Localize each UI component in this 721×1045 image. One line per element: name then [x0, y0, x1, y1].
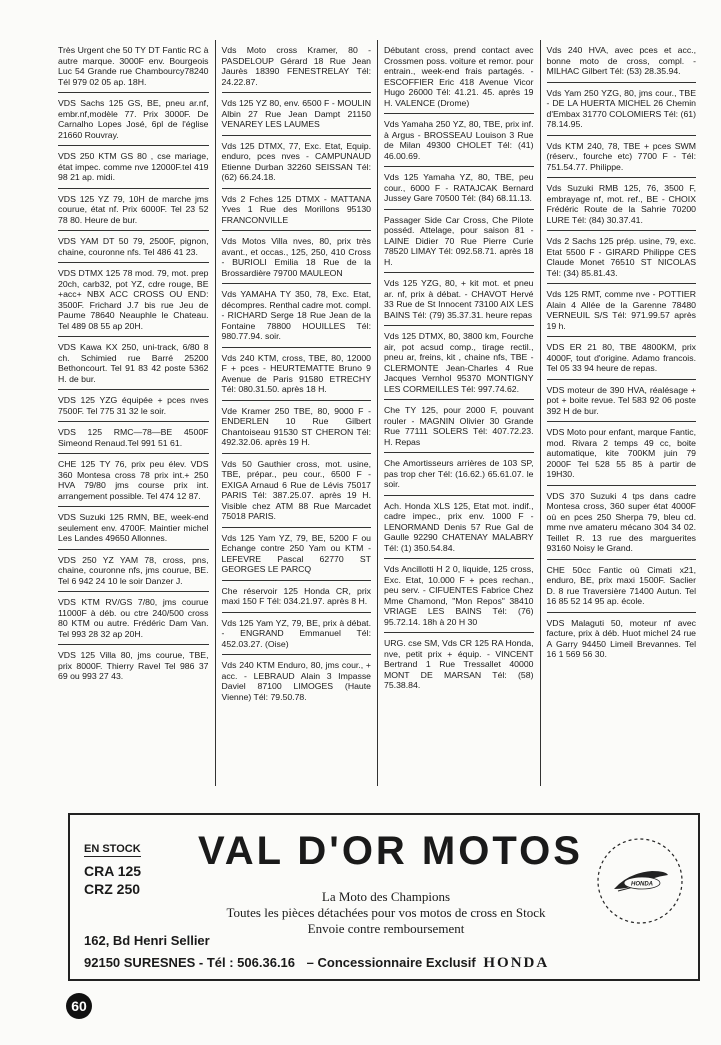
classified-ad: Vds 125 DTMX, 77, Exc. Etat, Equip. enduro, pces nves - CAMPUNAUD Etienne Durban 32260 SEISSAN Tél: (62) 66.24.18. — [222, 136, 372, 189]
classified-ad: Vds 125 RMT, comme nve - POTTIER Alain 4 Allée de la Garenne 78480 VERNEUIL S/S Tél: 971.99.57 après 19 h. — [547, 284, 697, 337]
classified-ad: VDS Kawa KX 250, uni-track, 6/80 8 ch. Schimied rue Barré 25200 Bethoncourt. Tel 91 83 42 poste 5362 H. de bur. — [58, 337, 209, 390]
classified-ad: Vds 125 Yam YZ, 79, BE, 5200 F ou Echange contre 250 Yam ou KTM - LEFEVRE Pascal 62770 ST GEORGES LE PARCQ — [222, 528, 372, 581]
tagline-delivery: Envoie contre remboursement — [307, 921, 465, 936]
honda-wordmark: HONDA — [483, 955, 550, 971]
classified-ad: VDS 125 Villa 80, jms courue, TBE, prix 8000F. Thierry Ravel Tel 986 37 69 ou 993 27 43. — [58, 650, 209, 681]
classified-ad: VDS ER 21 80, TBE 4800KM, prix 4000F, tout d'origine. Adamo francois. Tel 05 33 94 heure de repas. — [547, 337, 697, 380]
page-number: 60 — [66, 993, 92, 1019]
classified-ad: Ach. Honda XLS 125, Etat mot. indif., cadre impec., prix env. 1000 F - LENORMAND Denis 57 Rue Gal de Gaulle 92290 CHATENAY MALABRY Tél: (1) 350.54.84. — [384, 496, 534, 560]
classified-ad: Vds 50 Gauthier cross, mot. usine, TBE, prépar., peu cour., 6500 F - EXIGA Arnaud 6 Rue de Lévis 75017 PARIS Tél: 387.25.07. après 19 H. Visible chez ATM 88 Rue Marcadet 75018 PARIS. — [222, 454, 372, 528]
dealer-text: – Concessionnaire Exclusif — [306, 955, 476, 970]
classified-ad: Vds 240 KTM Enduro, 80, jms cour., + acc. - LEBRAUD Alain 3 Impasse Daviel 87100 LIMOGES (Haute Vienne) Tél: 79.50.78. — [221, 660, 371, 702]
classified-ad: Vds 125 YZG, 80, + kit mot. et pneu ar. nf, prix à débat. - CHAVOT Hervé 33 Rue de St Innocent 73100 AIX LES BAINS Tél: (79) 35.37.31. heure repas — [384, 273, 534, 326]
classified-ad: VDS YAM DT 50 79, 2500F, pignon, chaine, couronne nfs. Tel 486 41 23. — [58, 231, 209, 263]
classified-ad: Vds 2 Sachs 125 prép. usine, 79, exc. Etat 5500 F - GIRARD Philippe CES Claude Monet 76510 ST NICOLAS Tél: (34) 85.81.43. — [547, 231, 697, 284]
classified-ad: Vds 240 KTM, cross, TBE, 80, 12000 F + pces - HEURTEMATTE Bruno 9 Avenue de Paris 91580 ETRECHY Tél: 080.31.50. après 18 H. — [222, 348, 372, 401]
column-3 — [377, 40, 540, 786]
classified-ad: VDS moteur de 390 HVA, réalésage + pot + boite revue. Tel 583 92 06 poste 392 H de bur. — [547, 380, 697, 423]
classified-ad: Vds 125 YZ 80, env. 6500 F - MOULIN Albin 27 Rue Jean Dampt 21150 VENAREY LES LAUMES — [222, 93, 372, 136]
classified-ad: Vds KTM 240, 78, TBE + pces SWM (réserv., fourche etc) 7700 F - Tél: 751.54.77. Philippe. — [547, 136, 697, 179]
stock-label: EN STOCK — [84, 843, 141, 855]
classified-ad: VDS 125 RMC—78—BE 4500F Simeond Renaud.Tel 991 51 61. — [58, 422, 209, 454]
phone-number: - Tél : 506.36.16 — [198, 955, 296, 970]
classified-ad: Che réservoir 125 Honda CR, prix maxi 150 F Tél: 034.21.97. après 8 H. — [222, 581, 372, 613]
classified-ad: Vds YAMAHA TY 350, 78, Exc. Etat, décompres. Renthal cadre mot. compl. - RICHARD Serge 18 Rue Jean de la Fontaine 78800 HOUILLES Tél: 980.77.94. soir. — [222, 284, 372, 348]
classified-ad: Vds 125 Yamaha YZ, 80, TBE, peu cour., 6000 F - RATAJCAK Bernard Jussey Gare 70500 Tél: (84) 68.11.13. — [384, 167, 534, 210]
classified-ad: Vds Moto cross Kramer, 80 - PASDELOUP Gérard 18 Rue Jean Jaurès 18390 FENESTRELAY Tél: 24.22.87. — [222, 40, 372, 93]
classified-ad: Passager Side Car Cross, Che Pilote posséd. Attelage, pour saison 81 - LAINE Didier 70 Rue Pierre Curie 78520 LIMAY Tél: 092.58.71. après 18 H. — [384, 210, 534, 274]
column-4 — [540, 40, 703, 786]
classified-ad: Vds 240 HVA, avec pces et acc., bonne moto de cross, compl. - MILHAC Gilbert Tél: (53) 28.35.94. — [547, 40, 697, 83]
val-dor-motos-advertisement — [68, 813, 700, 981]
classified-ad: Vde Kramer 250 TBE, 80, 9000 F - ENDERLEN 10 Rue Gilbert Chantoiseau 91530 ST CHERON Tél: 492.32.06. après 19 H. — [222, 401, 372, 454]
classified-ad: VDS 125 YZ 79, 10H de marche jms courue, état nf. Prix 6000F. Tel 23 52 78 80. Heure de bur. — [58, 189, 209, 232]
classified-ad: Vds 125 DTMX, 80, 3800 km, Fourche air, pot acsud comp., tirage rectil., pneu ar, freins, kit , chaine nfs, TBE - CLERMONTE Jean-Charles 4 Rue Jacques Vernhol 95370 MONTIGNY LES CORMEILLES Tél: 997.74.62. — [384, 326, 534, 400]
classified-ad: VDS KTM RV/GS 7/80, jms courue 11000F à déb. ou ctre 240/500 cross 80 KTM ou autre. Frédéric Dam Van. Tel 993 28 32 ap 20H. — [58, 592, 209, 645]
classified-ad: Débutant cross, prend contact avec Crossmen poss. voiture et remor. pour entrain., week-end frais partagés. - ESCOFFIER Eric 418 Avenue Vicor Hugo 26000 Tél: 41.21. 45. après 19 H. VALENCE (Drome) — [384, 40, 534, 114]
classified-ad: Vds Ancillotti H 2 0, liquide, 125 cross, Exc. Etat, 10.000 F + pces rechan., peu serv. - CIFUENTES Fabrice Chez Mme Chamond, "Mon Repos" 38410 VRIAGE LES BAINS Tél: (76) 95.72.14. 18h à 20 H 30 — [384, 559, 534, 633]
classified-ad: URG. cse SM, Vds CR 125 RA Honda, nve, petit prix + équip. - VINCENT Bertrand 1 Rue Tressallet 40000 MONT DE MARSAN Tél: (58) 75.38.84. — [384, 638, 534, 690]
classified-ad: Vds Suzuki RMB 125, 76, 3500 F, embrayage nf, mot. ref., BE - CHOIX Frédéric Route de la Sahrie 70200 LURE Tél: (84) 30.37.41. — [547, 178, 697, 231]
address-street: 162, Bd Henri Sellier — [84, 933, 210, 948]
classified-ad: Vds Yam 250 YZG, 80, jms cour., TBE - DE LA HUERTA MICHEL 26 Chemin d'Embax 31770 COLOMIERS Tél: (61) 78.14.95. — [547, 83, 697, 136]
classified-ad: Vds 125 Yam YZ, 79, BE, prix à débat. - ENGRAND Emmanuel Tél: 452.03.27. (Oise) — [222, 613, 372, 656]
logo-text: HONDA — [631, 881, 653, 888]
contact-line — [84, 955, 684, 972]
classified-columns — [52, 40, 702, 786]
stock-item-cra: CRA 125 — [84, 863, 142, 879]
classified-ad: VDS Moto pour enfant, marque Fantic, mod. Rivara 2 temps 49 cc, boite automatique, kite 700KM juin 79 2000F Tel 528 55 85 à partir de 19H30. — [547, 422, 697, 486]
classified-ad: VDS Sachs 125 GS, BE, pneu ar.nf, embr.nf,modèle 77. Prix 3000F. De Carnalho Lopes José, 6pl de l'église 21660 Rouvray. — [58, 93, 209, 146]
classified-ad: Che Amortisseurs arrières de 103 SP, pas trop cher Tél: (16.62.) 65.61.07. le soir. — [384, 453, 534, 496]
classified-ad: Très Urgent che 50 TY DT Fantic RC à autre marque. 3000F env. Bourgeois Luc 54 Grande rue Chambourcy78240 Tél 979 02 05 ap. 18H. — [58, 40, 209, 93]
stock-item-crz: CRZ 250 — [84, 881, 141, 897]
classified-ad: VDS 125 YZG équipée + pces nves 7500F. Tel 775 31 32 le soir. — [58, 390, 209, 422]
classified-ad: VDS Suzuki 125 RMN, BE, week-end seulement env. 4700F. Maintier michel Les Landes 49650 Allonnes. — [58, 507, 209, 550]
classified-ad: Vds Motos Villa nves, 80, prix très avant., et occas., 125, 250, 410 Cross - BURIOLI Emilia 18 Rue de la Brossardière 79700 MAULEON — [222, 231, 372, 284]
column-2 — [215, 40, 378, 786]
classified-ad: VDS 250 YZ YAM 78, cross, pns, chaine, couronne nfs, jms courue, BE. Tel 6 942 24 10 le soir Danzer J. — [58, 550, 209, 593]
tagline-champions: La Moto des Champions — [321, 889, 451, 904]
classified-ad: VDS 250 KTM GS 80 , cse mariage, état impec. comme nve 12000F.tel 419 98 21 ap. midi. — [58, 146, 209, 189]
classified-ad: VDS DTMX 125 78 mod. 79, mot. prep 20ch, carb32, pot YZ, cdre rouge, BE +acc+ NBX ACC CROSS OU END: 3500F. Frichard J.7 bis rue Jeu de Paume 78640 Neauphle le Chateau. Tel 489 08 55 ap 20H. — [58, 263, 209, 337]
classified-ad: Vds 2 Fches 125 DTMX - MATTANA Yves 1 Rue des Morillons 95130 FRANCONVILLE — [222, 189, 372, 232]
brand-name: VAL D'OR MOTOS — [198, 829, 583, 873]
classified-ad: Che TY 125, pour 2000 F, pouvant rouler - MAGNIN Olivier 30 Grande Rue 77111 SOLERS Tél: 407.72.23. H. Repas — [384, 400, 534, 453]
column-1 — [52, 40, 215, 786]
classified-ad: CHE 125 TY 76, prix peu élev. VDS 360 Montesa cross 78 prix int.+ 250 HVA 79/80 jms course prix int. arrangement possible. Tel 474 12 87. — [58, 454, 209, 507]
classified-ad: CHE 50cc Fantic où Cimati x21, enduro, BE, prix maxi 1500F. Saclier D. 8 rue Traversière 71400 Autun. Tel 16 85 52 14 95 ap. école. — [547, 560, 697, 613]
classified-ad: VDS Malaguti 50, moteur nf avec facture, prix à déb. Huot michel 24 rue A Garry 94450 Limeil Brevannes. Tel 16 1 569 56 30. — [546, 617, 696, 659]
address-city: 92150 SURESNES — [84, 955, 196, 970]
classified-ad: VDS 370 Suzuki 4 tps dans cadre Montesa cross, 360 super état 4000F où en pces 250 Sherpa 79, bleu cd. mme nve amateru mécano 304 34 02. Teillet R. 13 rue des marguerites 93160 Noisy le Grand. — [547, 486, 697, 560]
tagline-parts: Toutes les pièces détachées pour vos motos de cross en Stock — [226, 905, 546, 920]
classified-ad: Vds Yamaha 250 YZ, 80, TBE, prix inf. à Argus - BROSSEAU Louison 3 Rue de Milan 49300 CHOLET Tél: (41) 46.00.69. — [384, 114, 534, 167]
